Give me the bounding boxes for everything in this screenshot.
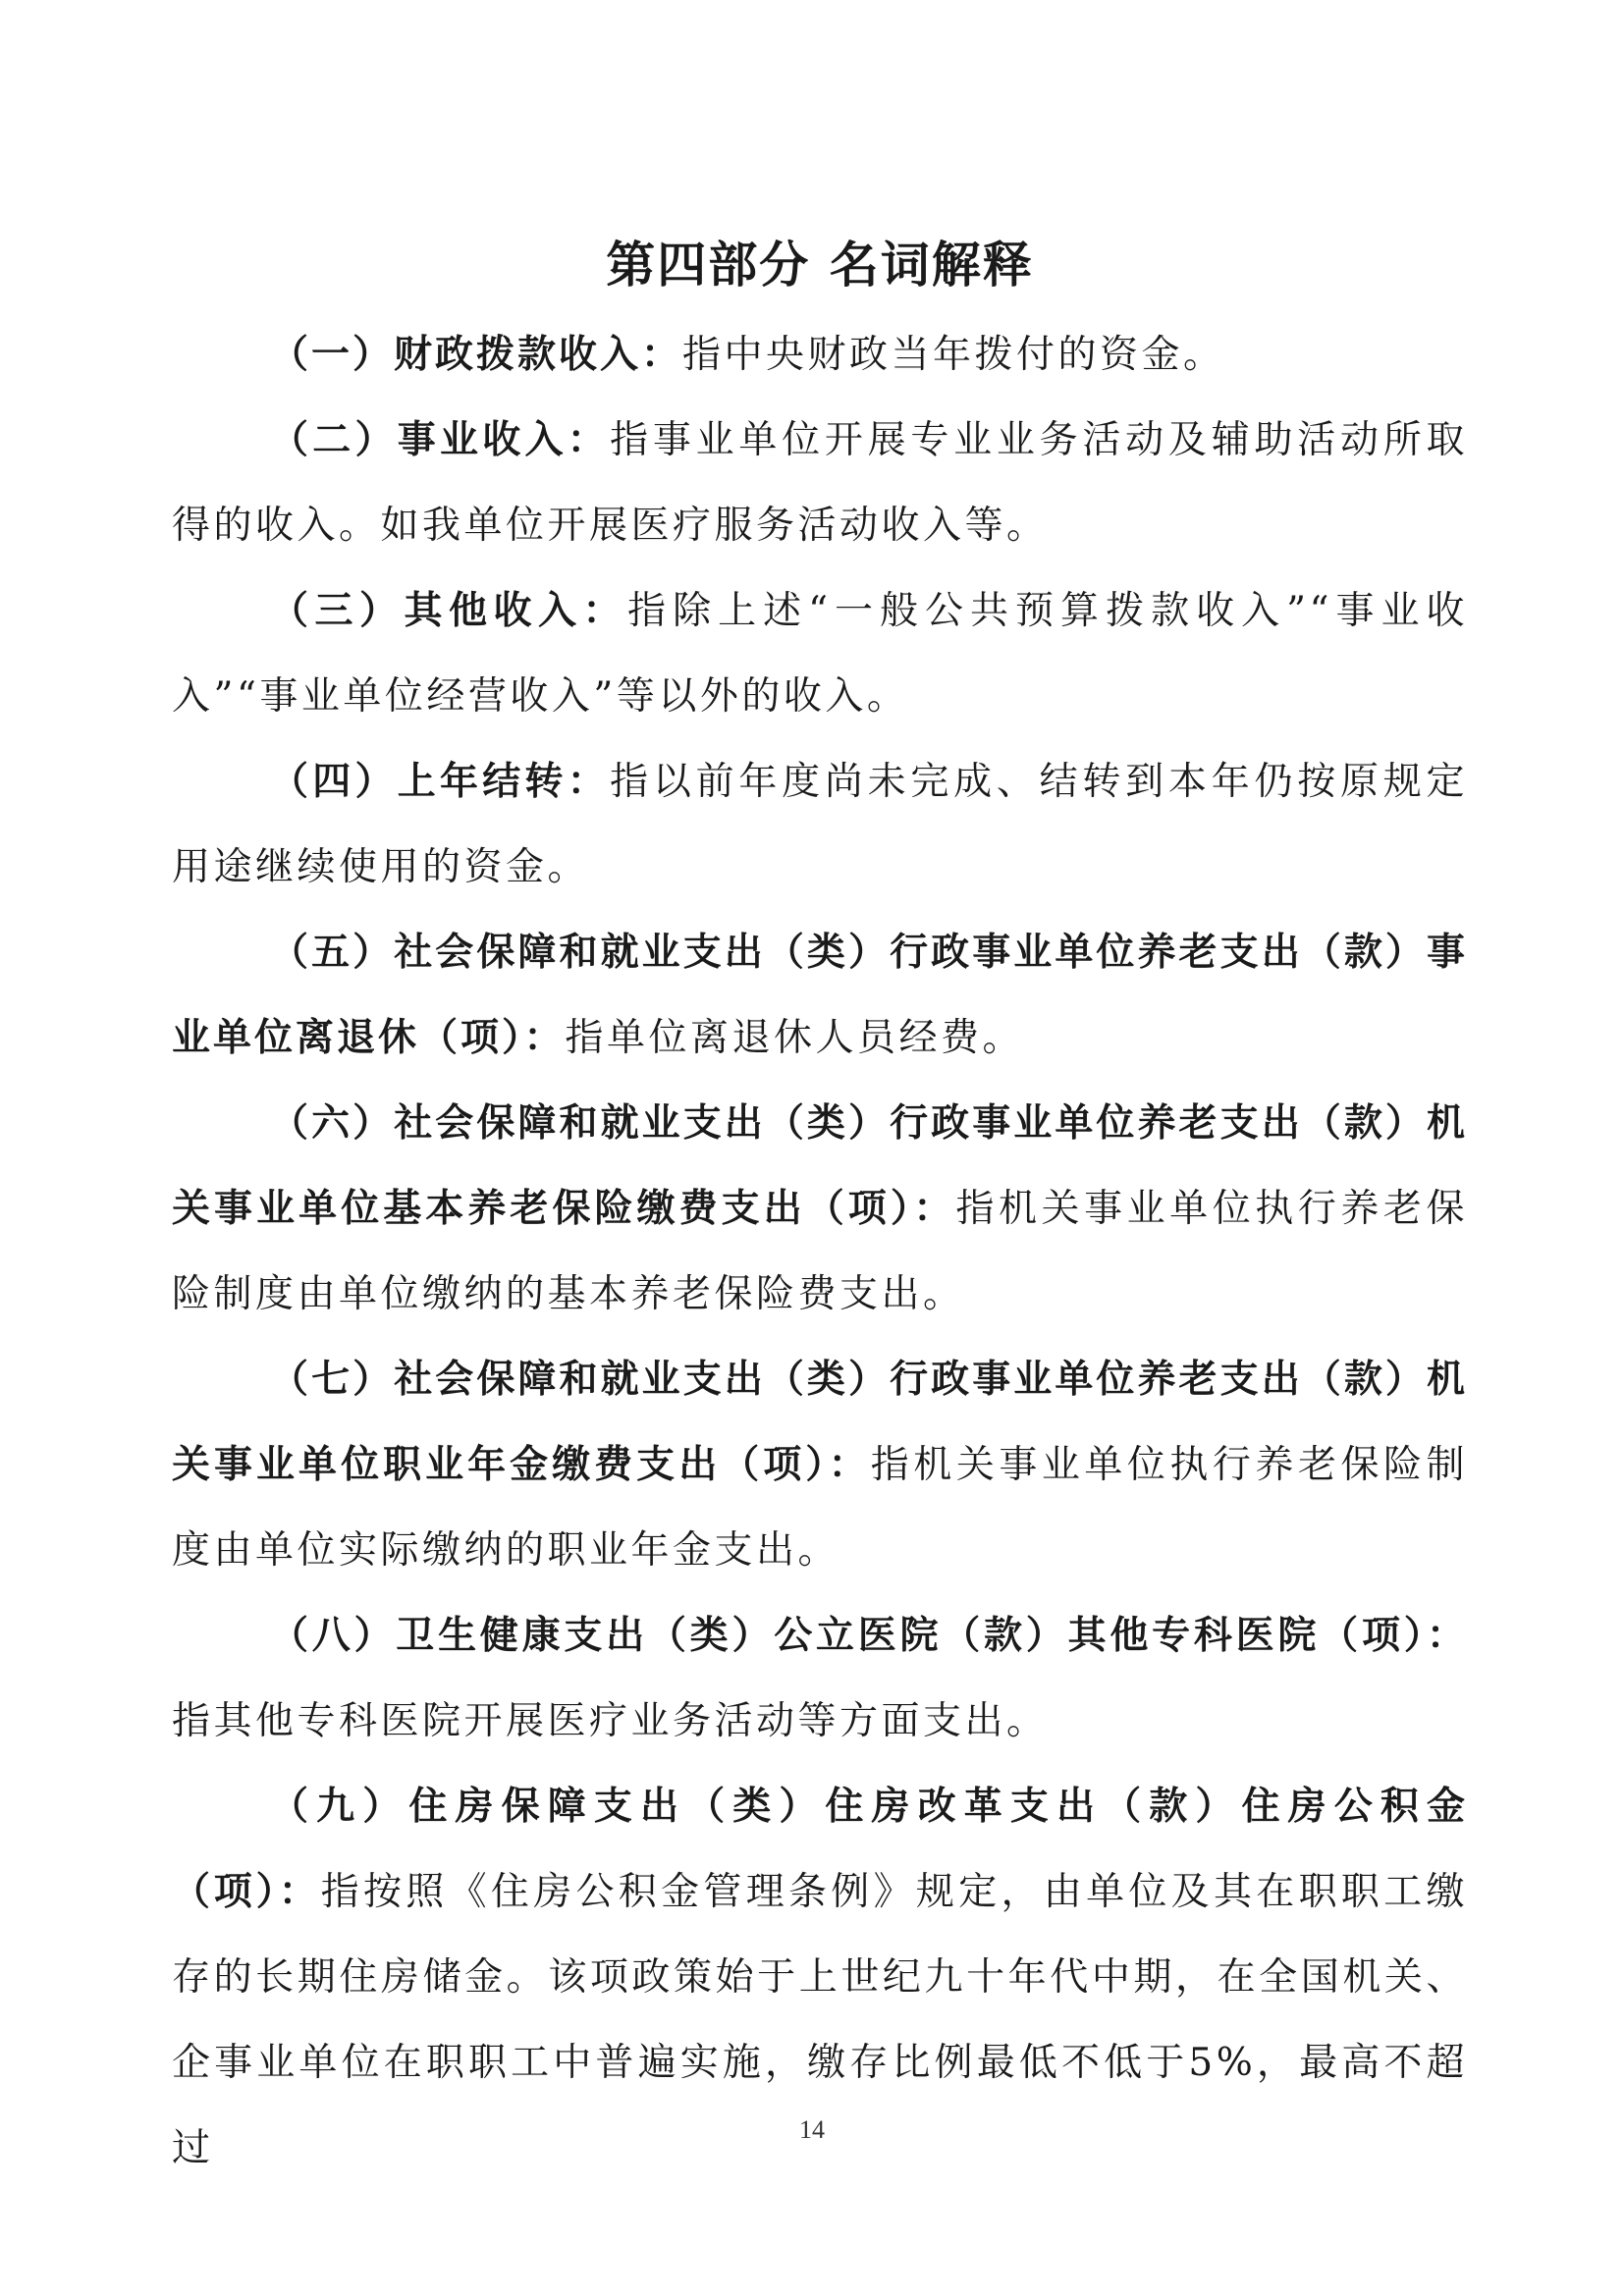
entry-description: 指以前年度尚未完成、结转到本年仍按原规定用途继续使用的资金。	[172, 760, 1468, 889]
entry-description: 指按照《住房公积金管理条例》规定，由单位及其在职职工缴存的长期住房储金。该项政策始于上世纪九十年代中期，在全国机关、企事业单位在职职工中普遍实施，缴存比例最低不低于5%，最高不超过	[172, 1870, 1468, 2170]
glossary-entry-2	[172, 398, 1468, 568]
entry-term: （三）其他收入：	[270, 589, 628, 633]
entry-term: （四）上年结转：	[270, 760, 611, 804]
glossary-entry-7	[172, 1337, 1468, 1593]
entry-description: 指机关事业单位执行养老保险制度由单位缴纳的基本养老保险费支出。	[172, 1187, 1468, 1316]
entry-term: （一）财政拨款收入：	[270, 333, 683, 377]
page-title: 第四部分 名词解释	[606, 237, 1034, 294]
entry-term: （八）卫生健康支出（类）公立医院（款）其他专科医院（项）：	[270, 1614, 1468, 1658]
glossary-entry-4	[172, 739, 1468, 910]
glossary-entry-3	[172, 568, 1468, 739]
entry-term: （六）社会保障和就业支出（类）行政事业单位养老支出（款）机关事业单位基本养老保险缴费支出（项）：	[172, 1101, 1468, 1231]
entry-description: 指机关事业单位执行养老保险制度由单位实际缴纳的职业年金支出。	[172, 1443, 1468, 1573]
glossary-entry-8	[172, 1593, 1468, 1764]
entry-term: （七）社会保障和就业支出（类）行政事业单位养老支出（款）机关事业单位职业年金缴费支出（项）：	[172, 1358, 1468, 1487]
document-page	[172, 236, 1468, 2191]
entry-term: （九）住房保障支出（类）住房改革支出（款）住房公积金（项）：	[172, 1785, 1468, 1914]
glossary-entry-5	[172, 910, 1468, 1081]
page-number: 14	[799, 2115, 825, 2144]
entry-term: （二）事业收入：	[270, 418, 611, 462]
entry-description: 指其他专科医院开展医疗业务活动等方面支出。	[172, 1699, 1049, 1743]
entry-description: 指单位离退休人员经费。	[565, 1016, 1025, 1060]
entry-term: （五）社会保障和就业支出（类）行政事业单位养老支出（款）事业单位离退休（项）：	[172, 931, 1468, 1060]
glossary-entry-6	[172, 1081, 1468, 1337]
entry-description: 指中央财政当年拨付的资金。	[682, 333, 1225, 377]
entry-description: 指除上述“一般公共预算拨款收入”“事业收入”“事业单位经营收入”等以外的收入。	[172, 589, 1468, 719]
glossary-entry-1	[172, 312, 1468, 398]
entry-description: 指事业单位开展专业业务活动及辅助活动所取得的收入。如我单位开展医疗服务活动收入等。	[172, 418, 1468, 548]
